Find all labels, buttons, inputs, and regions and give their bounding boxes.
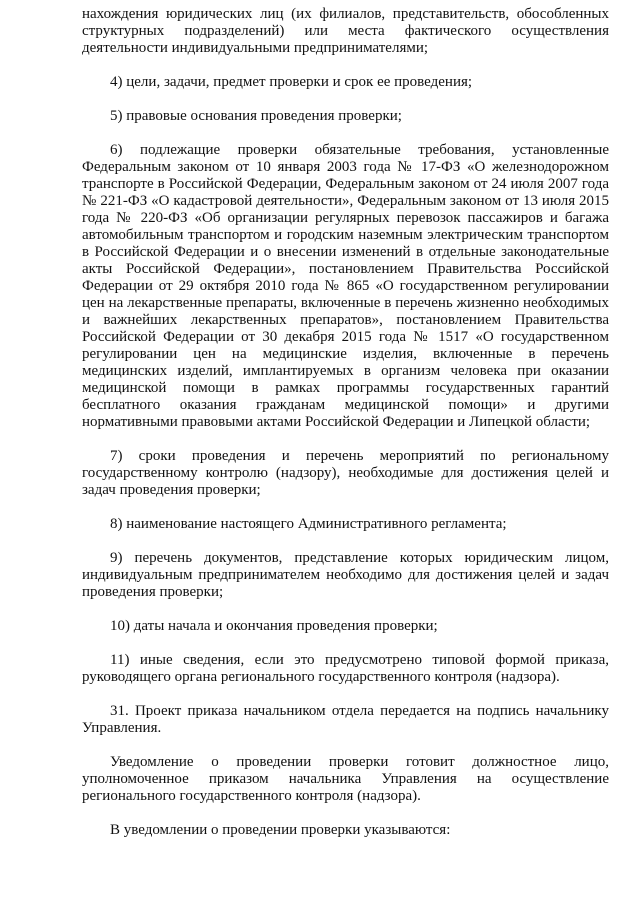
document-page — [82, 6, 609, 856]
paragraph-item-8-text: 8) наименование настоящего Административного регламента; — [110, 516, 507, 532]
paragraph-notification-contents — [82, 822, 609, 839]
paragraph-item-11-text: 11) иные сведения, если это предусмотрено типовой формой приказа, руководящего органа регионального государственного контроля (надзора). — [82, 652, 609, 685]
paragraph-item-4 — [82, 74, 609, 91]
paragraph-item-5 — [82, 108, 609, 125]
paragraph-item-10 — [82, 618, 609, 635]
paragraph-item-11 — [82, 652, 609, 686]
paragraph-item-6-text: 6) подлежащие проверки обязательные требования, установленные Федеральным законом от 10 января 2003 года № 17-ФЗ «О железнодорожном транспорте в Российской Федерации, Федеральным законом от 24 июля 2007 года № 221-ФЗ «О кадастровой деятельности», Федеральным законом от 13 июля 2015 года № 220-ФЗ «Об организации регулярных перевозок пассажиров и багажа автомобильным транспортом и городским наземным электрическим транспортом в Российской Федерации и о внесении изменений в отдельные законодательные акты Российской Федерации», постановлением Правительства Российской Федерации от 29 октября 2010 года № 865 «О государственном регулировании цен на лекарственные препараты, включенные в перечень жизненно необходимых и важнейших лекарственных препаратов», постановлением Правительства Российской Федерации от 30 декабря 2015 года № 1517 «О государственном регулировании цен на медицинские изделия, включенные в перечень медицинских изделий, имплантируемых в организм человека при оказании медицинской помощи в рамках программы государственных гарантий бесплатного оказания гражданам медицинской помощи» и другими нормативными правовыми актами Российской Федерации и Липецкой области; — [82, 142, 609, 430]
paragraph-item-4-text: 4) цели, задачи, предмет проверки и срок ее проведения; — [110, 74, 473, 90]
paragraph-item-9 — [82, 550, 609, 601]
paragraph-continuation: нахождения юридических лиц (их филиалов, представительств, обособленных структурных подразделений) или места фактического осуществления деятельности индивидуальными предпринимателями; — [82, 6, 609, 56]
paragraph-notification-contents-text: В уведомлении о проведении проверки указываются: — [110, 822, 451, 838]
paragraph-item-9-text: 9) перечень документов, представление которых юридическим лицом, индивидуальным предпринимателем необходимо для достижения целей и задач проведения проверки; — [82, 550, 609, 600]
paragraph-item-10-text: 10) даты начала и окончания проведения проверки; — [110, 618, 438, 634]
paragraph-item-6 — [82, 142, 609, 431]
paragraph-clause-31 — [82, 703, 609, 737]
paragraph-item-7-text: 7) сроки проведения и перечень мероприятий по региональному государственному контролю (надзору), необходимые для достижения целей и задач проведения проверки; — [82, 448, 609, 498]
paragraph-clause-31-text: 31. Проект приказа начальником отдела передается на подпись начальнику Управления. — [82, 703, 609, 736]
paragraph-item-5-text: 5) правовые основания проведения проверки; — [110, 108, 402, 124]
paragraph-item-8 — [82, 516, 609, 533]
paragraph-notification-text: Уведомление о проведении проверки готовит должностное лицо, уполномоченное приказом начальника Управления на осуществление регионального государственного контроля (надзора). — [82, 754, 609, 804]
paragraph-item-7 — [82, 448, 609, 499]
paragraph-notification — [82, 754, 609, 805]
